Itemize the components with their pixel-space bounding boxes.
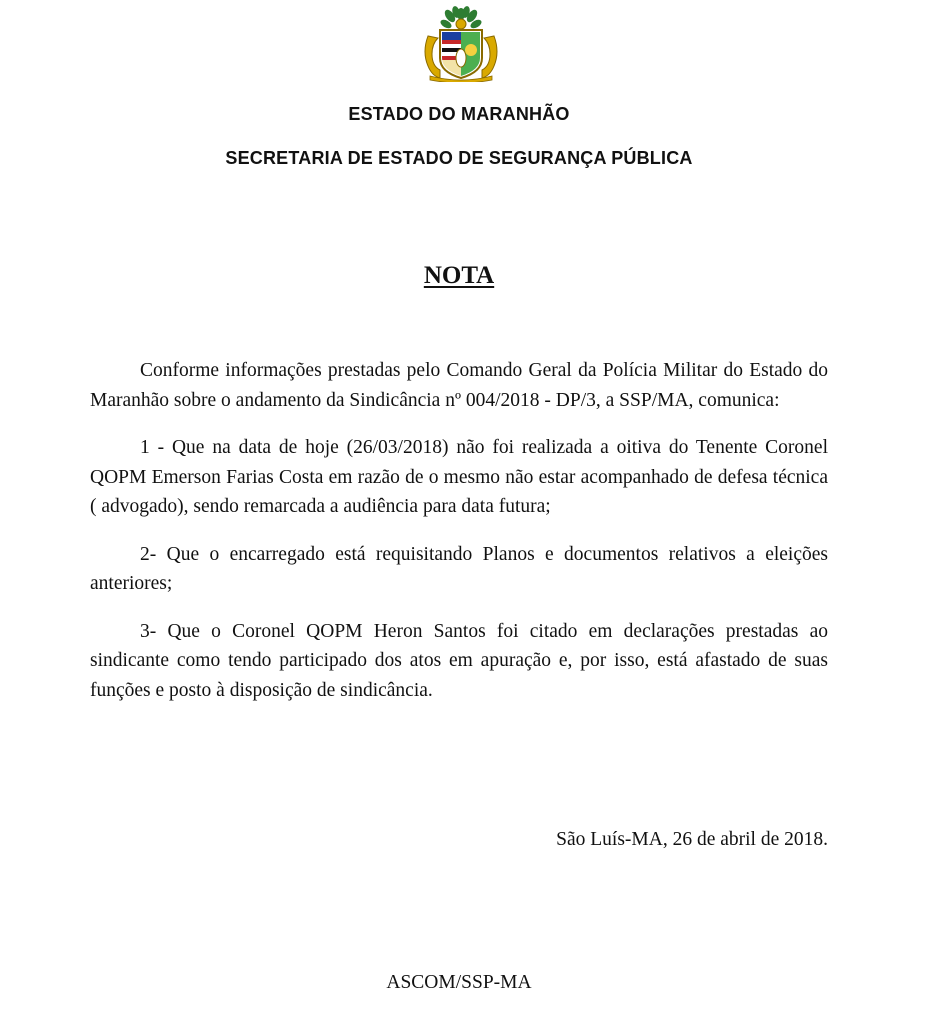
paragraph-item-3: 3- Que o Coronel QOPM Heron Santos foi citado em declarações prestadas ao sindicante como tendo participado dos atos em apuração e, por isso, está afastado de suas funções e posto à disposição de sindicância. <box>90 620 828 701</box>
document-body <box>90 356 828 723</box>
paragraph-item-1: 1 - Que na data de hoje (26/03/2018) não foi realizada a oitiva do Tenente Coronel QOPM Emerson Farias Costa em razão de o mesmo não estar acompanhado de defesa técnica ( advogado), sendo remarcada a audiência para data futura; <box>90 437 828 517</box>
paragraph-item-2: 2- Que o encarregado está requisitando Planos e documentos relativos a eleições anteriores; <box>90 543 828 594</box>
secretariat-heading: SECRETARIA DE ESTADO DE SEGURANÇA PÚBLICA <box>225 148 693 168</box>
document-title: NOTA <box>423 262 495 289</box>
coat-of-arms-icon <box>418 6 504 82</box>
date-line: São Luís-MA, 26 de abril de 2018. <box>556 829 828 850</box>
paragraph-intro: Conforme informações prestadas pelo Comando Geral da Polícia Militar do Estado do Maranhão sobre o andamento da Sindicância nº 004/2018 - DP/3, a SSP/MA, comunica: <box>90 360 828 411</box>
state-heading: ESTADO DO MARANHÃO <box>348 104 570 124</box>
signature: ASCOM/SSP-MA <box>386 972 532 993</box>
